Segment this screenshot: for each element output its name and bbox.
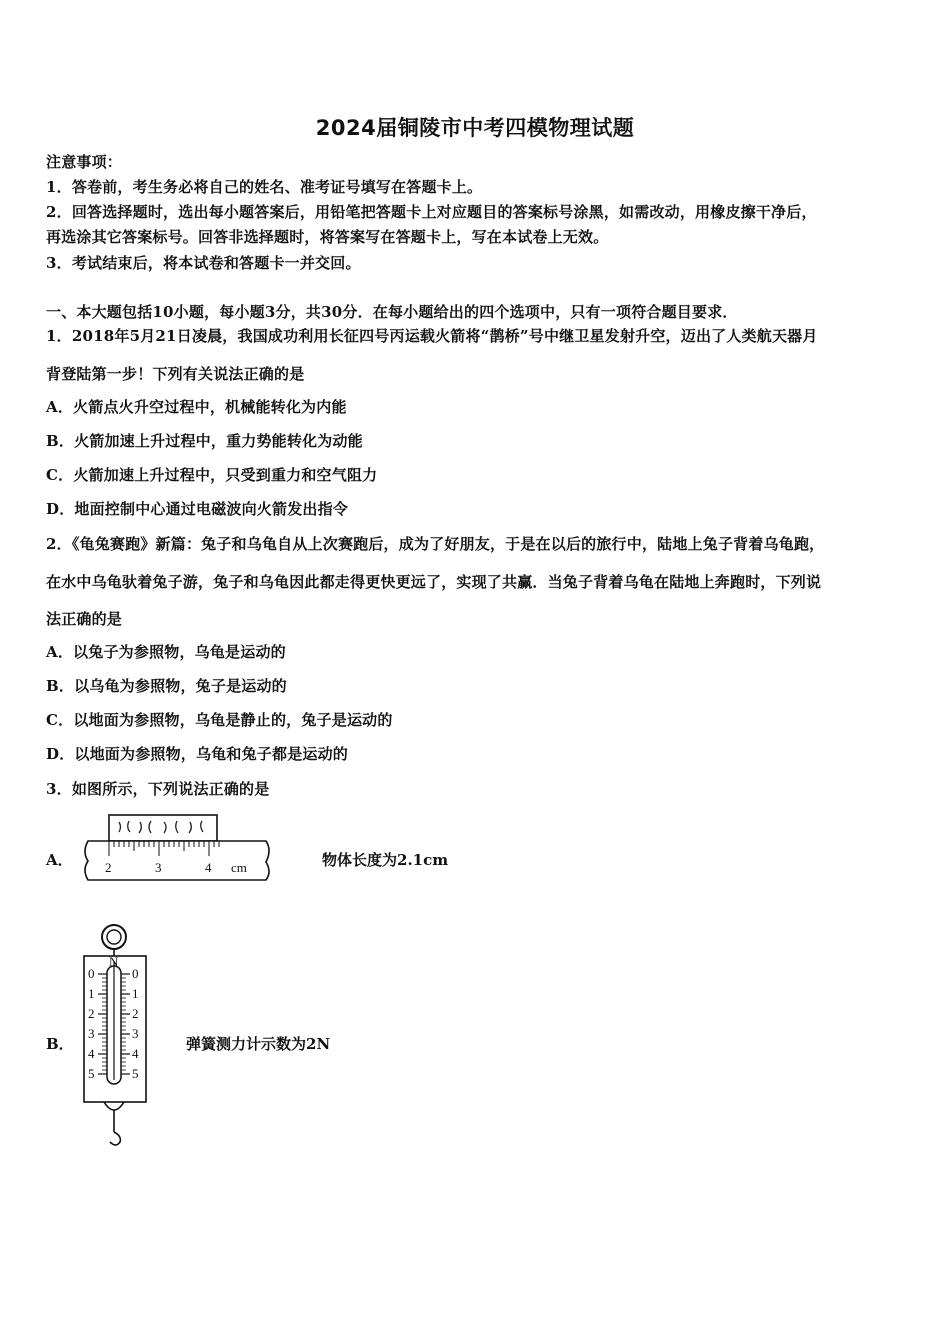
page-title: 2024届铜陵市中考四模物理试题 <box>315 116 635 140</box>
q1-stem-line2: 背登陆第一步！下列有关说法正确的是 <box>46 365 305 383</box>
q1-option-c: C．火箭加速上升过程中，只受到重力和空气阻力 <box>46 466 378 484</box>
scale-right-label: 5 <box>132 1066 139 1081</box>
q1-stem-line1: 1．2018年5月21日凌晨，我国成功利用长征四号丙运载火箭将“鹊桥”号中继卫星发射升空，迈出了人类航天器月 <box>46 327 818 345</box>
scale-right-label: 0 <box>132 966 139 981</box>
scale-left-label: 1 <box>88 986 95 1001</box>
ruler-label: 4 <box>205 860 212 875</box>
section-heading: 一、本大题包括10小题，每小题3分，共30分．在每小题给出的四个选项中，只有一项符合题目要求． <box>46 303 738 321</box>
q2-stem-line3: 法正确的是 <box>46 610 123 628</box>
scale-left-label: 3 <box>88 1026 95 1041</box>
scale-right-label: 2 <box>132 1006 139 1021</box>
notes-heading: 注意事项： <box>46 153 123 171</box>
q2-option-d: D．以地面为参照物，乌龟和兔子都是运动的 <box>46 745 349 763</box>
scale-right-label: 1 <box>132 986 139 1001</box>
q2-option-a: A．以兔子为参照物，乌龟是运动的 <box>46 643 286 661</box>
q3-option-b-letter: B． <box>46 1035 74 1053</box>
scale-left-label: 4 <box>88 1046 95 1061</box>
spring-scale-figure <box>76 922 156 1150</box>
note-item: 3．考试结束后，将本试卷和答题卡一并交回。 <box>46 254 361 272</box>
ruler-figure <box>78 812 274 884</box>
scale-left-label: 0 <box>88 966 95 981</box>
note-item: 2．回答选择题时，选出每小题答案后，用铅笔把答题卡上对应题目的答案标号涂黑，如需改动，用橡皮擦干净后， <box>46 203 817 221</box>
ruler-label: 3 <box>155 860 162 875</box>
q3-option-a-letter: A． <box>46 851 73 869</box>
scale-left-label: 2 <box>88 1006 95 1021</box>
scale-right-label: 3 <box>132 1026 139 1041</box>
note-item: 1．答卷前，考生务必将自己的姓名、准考证号填写在答题卡上。 <box>46 178 483 196</box>
q3-stem: 3．如图所示，下列说法正确的是 <box>46 780 270 798</box>
scale-right-label: 4 <box>132 1046 139 1061</box>
q1-option-b: B．火箭加速上升过程中，重力势能转化为动能 <box>46 432 363 450</box>
q2-stem-line2: 在水中乌龟驮着兔子游，兔子和乌龟因此都走得更快更远了，实现了共赢．当兔子背着乌龟在陆地上奔跑时，下列说 <box>46 573 822 591</box>
scale-unit-label: N <box>109 954 119 969</box>
note-item: 再选涂其它答案标号。回答非选择题时，将答案写在答题卡上，写在本试卷上无效。 <box>46 228 609 246</box>
q3-option-b-text: 弹簧测力计示数为2N <box>186 1035 331 1053</box>
q1-option-a: A．火箭点火升空过程中，机械能转化为内能 <box>46 398 347 416</box>
q2-stem-line1: 2．《龟兔赛跑》新篇：兔子和乌龟自从上次赛跑后，成为了好朋友，于是在以后的旅行中，陆地上兔子背着乌龟跑， <box>46 535 825 553</box>
ruler-label: 2 <box>105 860 112 875</box>
q2-option-b: B．以乌龟为参照物，兔子是运动的 <box>46 677 287 695</box>
q2-option-c: C．以地面为参照物，乌龟是静止的，兔子是运动的 <box>46 711 393 729</box>
q3-option-a-text: 物体长度为2.1cm <box>322 851 449 869</box>
ruler-unit: cm <box>231 860 247 875</box>
q1-option-d: D．地面控制中心通过电磁波向火箭发出指令 <box>46 500 349 518</box>
scale-left-label: 5 <box>88 1066 95 1081</box>
